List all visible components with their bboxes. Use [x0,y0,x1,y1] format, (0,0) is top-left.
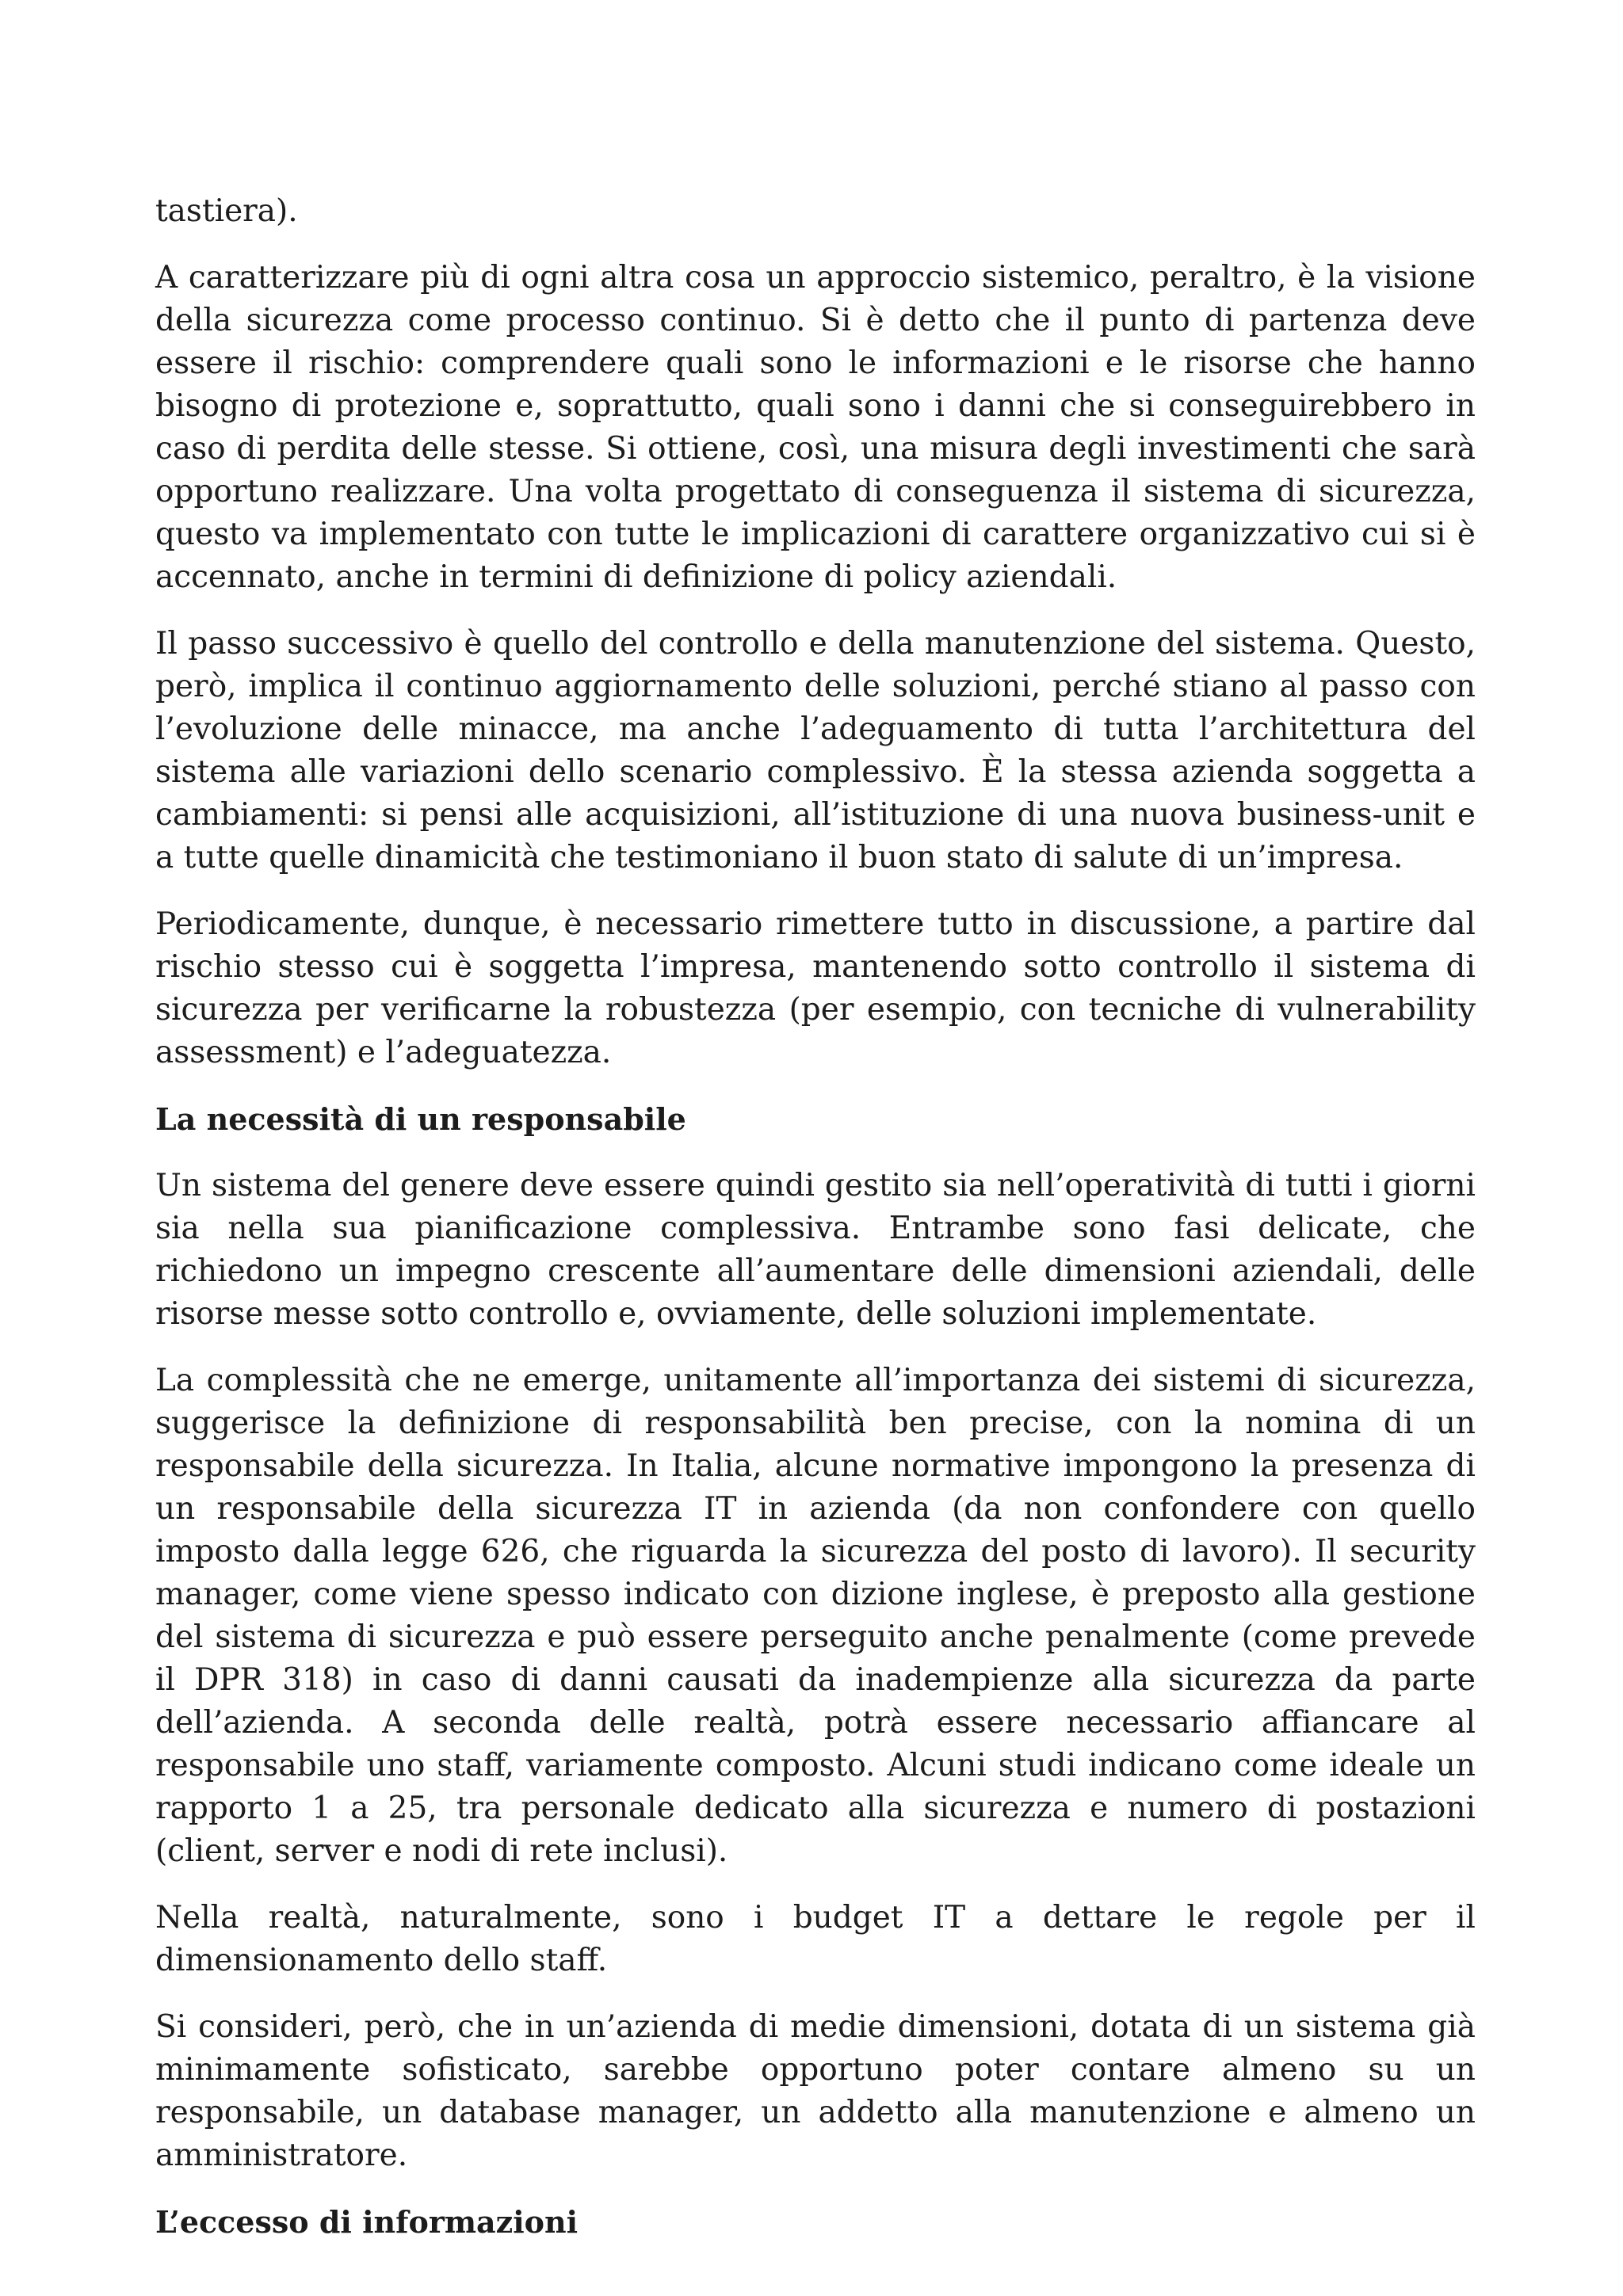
paragraph-system-management: Un sistema del genere deve essere quindi gestito sia nell’operatività di tutti i giorni sia nella sua pianificazione complessiva. Entrambe sono fasi delicate, che richiedono un impegno crescente all’aumentare delle dimensioni aziendali, delle risorse messe sotto controllo e, ovviamente, delle soluzioni implementate. [155,1168,1476,1332]
paragraph-security-manager: La complessità che ne emerge, unitamente all’importanza dei sistemi di sicurezza, suggerisce la definizione di responsabilità ben precise, con la nomina di un responsabile della sicurezza. In Italia, alcune normative impongono la presenza di un responsabile della sicurezza IT in azienda (da non confondere con quello imposto dalla legge 626, che riguarda la sicurezza del posto di lavoro). Il security manager, come viene spesso indicato con dizione inglese, è preposto alla gestione del sistema di sicurezza e può essere perseguito anche penalmente (come prevede il DPR 318) in caso di danni causati da inadempienze alla sicurezza da parte dell’azienda. A seconda delle realtà, potrà essere necessario affiancare al responsabile uno staff, variamente composto. Alcuni studi indicano come ideale un rapporto 1 a 25, tra personale dedicato alla sicurezza e numero di postazioni (client, server e nodi di rete inclusi). [155,1363,1476,1869]
paragraph-medium-company: Si consideri, però, che in un’azienda di medie dimensioni, dotata di un sistema già minimamente sofisticato, sarebbe opportuno poter contare almeno su un responsabile, un database manager, un addetto alla manutenzione e almeno un amministratore. [155,2009,1476,2173]
paragraph-continuation: tastiera). [155,193,298,229]
section-heading-responsabile: La necessità di un responsabile [155,1101,686,1137]
paragraph-continuous-process: A caratterizzare più di ogni altra cosa un approccio sistemico, peraltro, è la visione della sicurezza come processo continuo. Si è detto che il punto di partenza deve essere il rischio: comprendere quali sono le informazioni e le risorse che hanno bisogno di protezione e, soprattutto, quali sono i danni che si conseguirebbero in caso di perdita delle stesse. Si ottiene, così, una misura degli investimenti che sarà opportuno realizzare. Una volta progettato di conseguenza il sistema di sicurezza, questo va implementato con tutte le implicazioni di carattere organizzativo cui si è accennato, anche in termini di definizione di policy aziendali. [155,260,1476,595]
paragraph-it-budget: Nella realtà, naturalmente, sono i budget IT a dettare le regole per il dimensionamento dello staff. [155,1900,1476,1978]
section-heading-eccesso-informazioni: L’eccesso di informazioni [155,2204,579,2240]
document-page [155,190,1476,2267]
paragraph-periodic-review: Periodicamente, dunque, è necessario rimettere tutto in discussione, a partire dal rischio stesso cui è soggetta l’impresa, mantenendo sotto controllo il sistema di sicurezza per verificarne la robustezza (per esempio, con tecniche di vulnerability assessment) e l’adeguatezza. [155,906,1476,1070]
paragraph-control-maintenance: Il passo successivo è quello del controllo e della manutenzione del sistema. Questo, però, implica il continuo aggiornamento delle soluzioni, perché stiano al passo con l’evoluzione delle minacce, ma anche l’adeguamento di tutta l’architettura del sistema alle variazioni dello scenario complessivo. È la stessa azienda soggetta a cambiamenti: si pensi alle acquisizioni, all’istituzione di una nuova business-unit e a tutte quelle dinamicità che testimoniano il buon stato di salute di un’impresa. [155,626,1476,875]
